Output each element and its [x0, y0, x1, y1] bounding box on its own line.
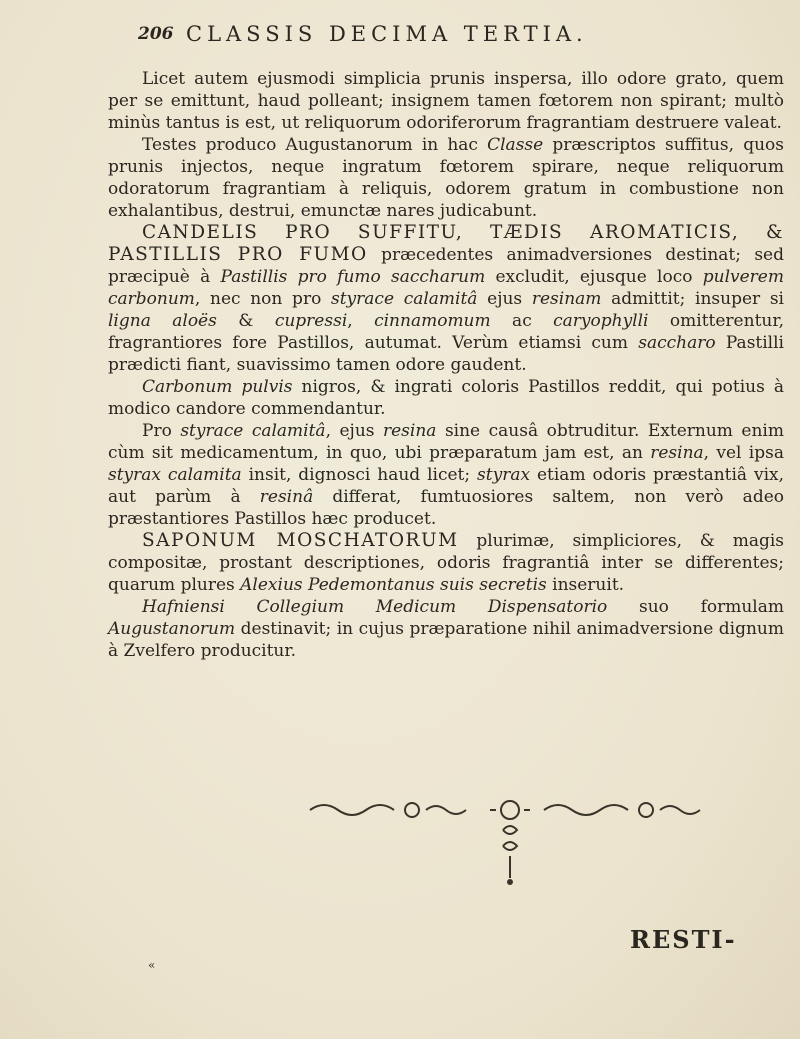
page-number: 206	[138, 24, 174, 44]
paragraph-5: Pro styrace calamitâ, ejus resina sine causâ obtruditur. Externum enim cùm sit medicamentum, in quo, ubi præparatum jam est, an resina, vel ipsa styrax calamita insit, dignosci haud licet; styrax etiam odoris præstantiâ vix, aut parùm à resinâ differat, fumtuosiores saltem, non verò adeo præstantiores Pastillos hæc producet.	[108, 421, 785, 529]
catchword: RESTI-	[630, 925, 737, 954]
printers-ornament-icon	[300, 796, 720, 888]
page-header	[138, 20, 778, 54]
section-heading-saponum: SAPONUM MOSCHATORUM	[142, 530, 459, 551]
running-head: CLASSIS DECIMA TERTIA.	[186, 22, 588, 46]
section-heading-candelis: CANDELIS PRO SUFFITU, TÆDIS AROMATICIS, & PASTILLIS PRO FUMO	[108, 222, 784, 265]
body-text	[108, 68, 784, 662]
paragraph-3: CANDELIS PRO SUFFITU, TÆDIS AROMATICIS, & PASTILLIS PRO FUMO præcedentes animadversiones destinat; sed præcipuè à Pastillis pro fumo saccharum excludit, ejusque loco pulverem carbonum, nec non pro styrace calamitâ ejus resinam admittit; insuper si ligna aloës & cupressi, cinnamomum ac caryophylli omitterentur, fragrantiores fore Pastillos, autumat. Verùm etiamsi cum saccharo Pastilli prædicti fiant, suavissimo tamen odore gaudent.	[108, 222, 785, 375]
paragraph-7: Hafniensi Collegium Medicum Dispensatorio suo formulam Augustanorum destinavit; in cujus præparatione nihil animadversione dignum à Zvelfero producitur.	[108, 597, 784, 661]
signature-mark: «	[148, 958, 156, 972]
paragraph-1: Licet autem ejusmodi simplicia prunis inspersa, illo odore grato, quem per se emittunt, haud polleant; insignem tamen fœtorem non spirant; multò minùs tantus is est, ut reliquorum odoriferorum fragrantiam destruere valeat.	[108, 69, 784, 133]
paragraph-4: Carbonum pulvis nigros, & ingrati coloris Pastillos reddit, qui potius à modico candore commendantur.	[108, 377, 784, 419]
paragraph-2: Testes produco Augustanorum in hac Classe præscriptos suffitus, quos prunis injectos, neque ingratum fœtorem spirare, neque reliquorum odoratorum fragrantiam à reliquis, odorem gratum in combustione non exhalantibus, destrui, emunctæ nares judicabunt.	[108, 135, 784, 221]
paragraph-6: SAPONUM MOSCHATORUM plurimæ, simpliciores, & magis compositæ, prostant descriptiones, odoris fragrantiâ inter se differentes; quarum plures Alexius Pedemontanus suis secretis inseruit.	[108, 530, 784, 595]
